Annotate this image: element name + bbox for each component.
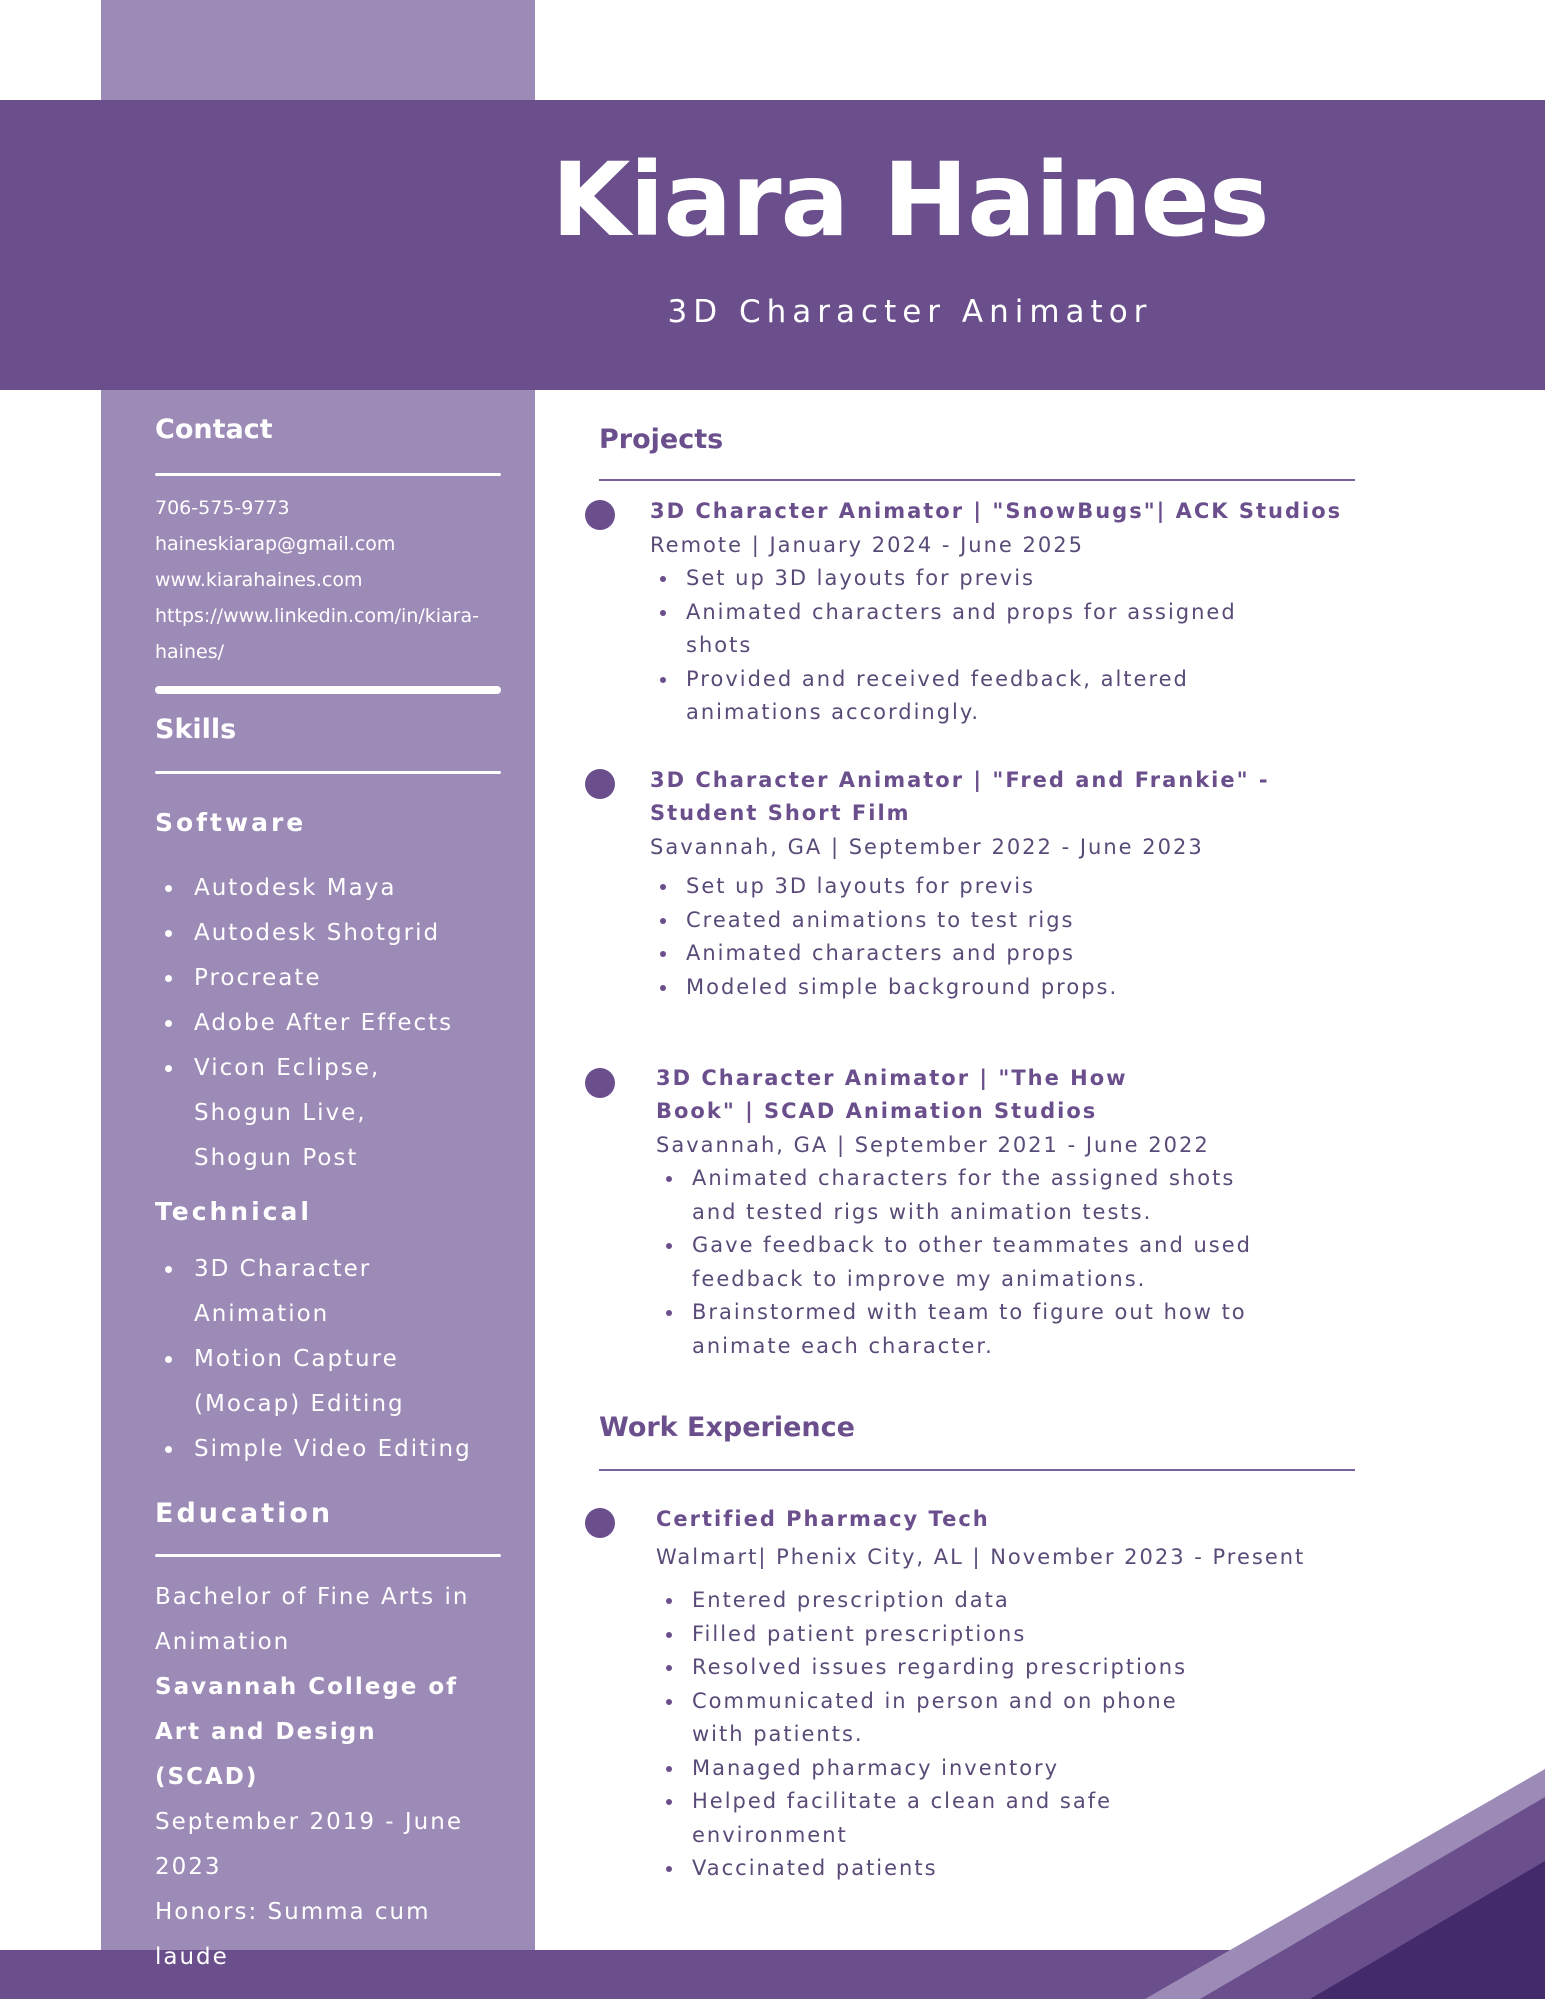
list-item: Set up 3D layouts for previs (650, 562, 1250, 596)
list-item: Adobe After Effects (155, 1001, 501, 1046)
linkedin-line-1: https://www.linkedin.com/in/kiara- (155, 605, 479, 627)
projects-heading: Projects (599, 424, 724, 455)
contact-bottom-divider (155, 686, 501, 694)
list-item: Animated characters and props (650, 937, 1350, 971)
linkedin-link[interactable] (155, 598, 501, 670)
email-link[interactable]: haineskiarap@gmail.com (155, 533, 396, 555)
skills-section (155, 714, 501, 745)
technical-heading: Technical (155, 1197, 312, 1226)
project-entry (650, 764, 1350, 1004)
list-item: Set up 3D layouts for previs (650, 870, 1350, 904)
contact-divider (155, 473, 501, 476)
education-dates: September 2019 - June 2023 (155, 1809, 463, 1880)
work-experience-divider (599, 1469, 1355, 1471)
project-entry (656, 1062, 1376, 1363)
contact-heading: Contact (155, 414, 273, 445)
education-section (155, 1498, 501, 1529)
project-bullets (656, 1162, 1256, 1363)
project-bullets (650, 562, 1250, 730)
project-entry (650, 495, 1370, 730)
list-item: Resolved issues regarding prescriptions (656, 1651, 1216, 1685)
education-divider (155, 1554, 501, 1557)
list-item: Managed pharmacy inventory (656, 1752, 1216, 1786)
timeline-dot (585, 1068, 615, 1098)
project-meta: Savannah, GA | September 2022 - June 2023 (650, 835, 1204, 859)
project-title: 3D Character Animator | "The How Book" | SCAD Animation Studios (656, 1066, 1128, 1123)
list-item: Entered prescription data (656, 1584, 1216, 1618)
list-item: Gave feedback to other teammates and used feedback to improve my animations. (656, 1229, 1256, 1296)
list-item: Vaccinated patients (656, 1852, 1216, 1886)
list-item: 3D Character Animation (155, 1247, 501, 1337)
education-heading: Education (155, 1498, 334, 1529)
list-item: Procreate (155, 956, 501, 1001)
job-title: Certified Pharmacy Tech (656, 1507, 990, 1531)
timeline-dot (585, 769, 615, 799)
projects-divider (599, 479, 1355, 481)
candidate-name: Kiara Haines (551, 141, 1269, 260)
list-item: Motion Capture (Mocap) Editing (155, 1337, 501, 1427)
contact-details (155, 490, 501, 670)
list-item: Created animations to test rigs (650, 904, 1350, 938)
work-experience-heading: Work Experience (599, 1412, 855, 1443)
job-bullets (656, 1584, 1216, 1886)
timeline-dot (585, 500, 615, 530)
project-meta: Savannah, GA | September 2021 - June 2022 (656, 1133, 1210, 1157)
software-list (155, 866, 501, 1181)
project-meta: Remote | January 2024 - June 2025 (650, 533, 1084, 557)
job-meta: Walmart| Phenix City, AL | November 2023 - Present (656, 1545, 1306, 1569)
list-item: Communicated in person and on phone with patients. (656, 1685, 1216, 1752)
list-item: Vicon Eclipse, Shogun Live, Shogun Post (155, 1046, 501, 1181)
honors-text: Honors: Summa cum laude (155, 1899, 431, 1970)
timeline-dot (585, 1508, 615, 1538)
education-details (155, 1575, 501, 1980)
website-link[interactable]: www.kiarahaines.com (155, 569, 363, 591)
list-item: Helped facilitate a clean and safe environment (656, 1785, 1216, 1852)
project-bullets (650, 870, 1350, 1004)
project-title: 3D Character Animator | "SnowBugs"| ACK Studios (650, 499, 1343, 523)
school-name: Savannah College of Art and Design (SCAD) (155, 1674, 459, 1790)
contact-section (155, 414, 501, 445)
phone-text: 706-575-9773 (155, 497, 290, 519)
list-item: Autodesk Maya (155, 866, 501, 911)
list-item: Animated characters for the assigned shots and tested rigs with animation tests. (656, 1162, 1256, 1229)
skills-divider (155, 771, 501, 774)
list-item: Modeled simple background props. (650, 971, 1350, 1005)
list-item: Provided and received feedback, altered animations accordingly. (650, 663, 1250, 730)
work-entry (656, 1503, 1376, 1886)
list-item: Animated characters and props for assigned shots (650, 596, 1250, 663)
technical-list (155, 1247, 501, 1472)
software-heading: Software (155, 808, 307, 837)
linkedin-line-2: haines/ (155, 641, 224, 663)
list-item: Brainstormed with team to figure out how to animate each character. (656, 1296, 1256, 1363)
list-item: Simple Video Editing (155, 1427, 501, 1472)
degree-text: Bachelor of Fine Arts in Animation (155, 1584, 470, 1655)
skills-heading: Skills (155, 714, 237, 745)
candidate-role: 3D Character Animator (667, 294, 1153, 330)
project-title: 3D Character Animator | "Fred and Frankie" - Student Short Film (650, 768, 1270, 825)
list-item: Filled patient prescriptions (656, 1618, 1216, 1652)
list-item: Autodesk Shotgrid (155, 911, 501, 956)
